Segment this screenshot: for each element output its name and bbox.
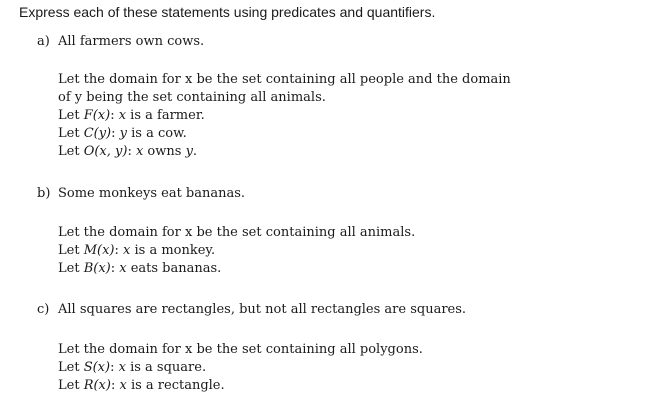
predicate-b-definition [58,260,221,278]
predicate-colon: : [110,108,119,123]
predicate-colon: : [111,126,120,141]
predicate-description-mid: owns [143,144,186,159]
predicate-variable: x [119,261,127,276]
predicate-prefix: Let [58,126,84,141]
predicate-description: is a cow. [127,126,187,141]
predicate-colon: : [127,144,136,159]
predicate-c-definition [58,125,187,143]
predicate-variable: x [119,378,127,393]
predicate-prefix: Let [58,360,84,375]
problem-c-label: c) [37,302,50,317]
predicate-prefix: Let [58,243,84,258]
predicate-description: is a square. [125,360,207,375]
predicate-description: is a farmer. [126,108,205,123]
problem-a-statement: All farmers own cows. [58,34,205,49]
predicate-colon: : [110,360,119,375]
problem-b-statement: Some monkeys eat bananas. [58,186,246,201]
problem-a-domain-line-1: Let the domain for x be the set containing all people and the domain [58,72,511,87]
predicate-symbol: O(x, y) [83,144,128,159]
predicate-description: is a monkey. [130,243,216,258]
predicate-colon: : [114,243,123,258]
predicate-prefix: Let [58,261,84,276]
predicate-s-definition [58,359,206,377]
predicate-symbol: B(x) [83,261,111,276]
predicate-colon: : [110,378,120,393]
problem-c-statement: All squares are rectangles, but not all rectangles are squares. [58,302,467,317]
predicate-description: eats bananas. [126,261,222,276]
predicate-description: is a rectangle. [126,378,225,393]
predicate-variable: x [118,108,127,123]
predicate-description: . [192,144,198,159]
predicate-variable-2: y [185,144,193,159]
predicate-f-definition [58,107,205,125]
problem-b-label: b) [37,186,51,201]
predicate-variable: y [119,126,127,141]
predicate-o-definition [58,143,197,161]
predicate-colon: : [110,261,120,276]
predicate-m-definition [58,242,215,260]
predicate-prefix: Let [58,108,84,123]
problem-b-domain-line-1: Let the domain for x be the set containing all animals. [58,225,416,240]
problem-a-label: a) [37,34,50,49]
problem-a-domain-line-2: of y being the set containing all animals. [58,90,326,105]
predicate-r-definition [58,377,225,395]
predicate-symbol: F(x) [83,108,111,123]
predicate-variable: x [123,243,131,258]
predicate-prefix: Let [58,378,84,393]
predicate-variable: x [135,144,144,159]
predicate-symbol: M(x) [83,243,115,258]
predicate-symbol: C(y) [83,126,112,141]
predicate-symbol: R(x) [83,378,111,393]
predicate-prefix: Let [58,144,84,159]
predicate-variable: x [118,360,126,375]
instructions-text: Express each of these statements using predicates and quantifiers. [19,4,436,20]
problem-c-domain-line-1: Let the domain for x be the set containing all polygons. [58,342,423,357]
predicate-symbol: S(x) [83,360,111,375]
